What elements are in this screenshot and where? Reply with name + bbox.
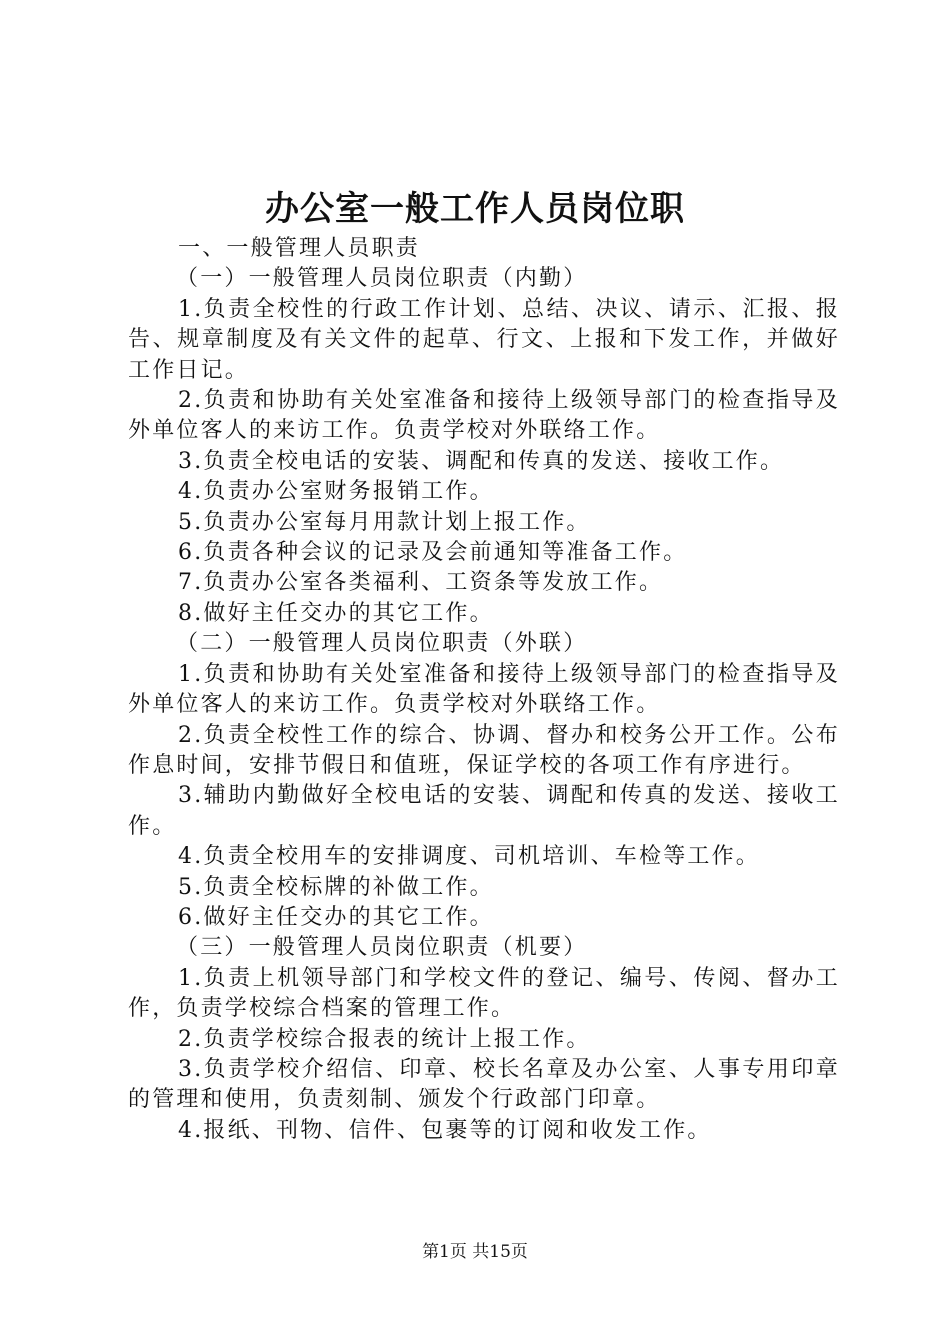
document-title: 办公室一般工作人员岗位职 [265,189,685,229]
duty-item: 3.辅助内勤做好全校电话的安装、调配和传真的发送、接收工作。 [128,783,840,839]
duty-item: 1.负责上机领导部门和学校文件的登记、编号、传阅、督办工作，负责学校综合档案的管理工作。 [128,965,840,1022]
duty-item: 8.做好主任交办的其它工作。 [178,600,494,626]
duty-item: 3.负责全校电话的安装、调配和传真的发送、接收工作。 [178,448,785,474]
section-heading: 一、一般管理人员职责 [178,236,421,261]
document-body [128,234,840,1146]
duty-item: 4.报纸、刊物、信件、包裹等的订阅和收发工作。 [178,1117,712,1143]
duty-item: 1.负责和协助有关处室准备和接待上级领导部门的检查指导及外单位客人的来访工作。负责学校对外联络工作。 [128,661,840,718]
subsection-heading: （三）一般管理人员岗位职责（机要） [176,935,588,961]
duty-item: 2.负责全校性工作的综合、协调、督办和校务公开工作。公布作息时间，安排节假日和值班，保证学校的各项工作有序进行。 [128,722,840,778]
duty-item: 5.负责全校标牌的补做工作。 [178,874,494,900]
subsection-heading: （一）一般管理人员岗位职责（内勤） [176,266,588,292]
duty-item: 3.负责学校介绍信、印章、校长名章及办公室、人事专用印章的管理和使用，负责刻制、颁发个行政部门印章。 [128,1056,840,1113]
duty-item: 4.负责办公室财务报销工作。 [178,479,494,505]
duty-item: 1.负责全校性的行政工作计划、总结、决议、请示、汇报、报告、规章制度及有关文件的起草、行文、上报和下发工作，并做好工作日记。 [128,296,840,383]
page-number-footer: 第1页 共15页 [422,1242,528,1262]
duty-item: 2.负责和协助有关处室准备和接待上级领导部门的检查指导及外单位客人的来访工作。负责学校对外联络工作。 [128,388,840,444]
duty-item: 2.负责学校综合报表的统计上报工作。 [178,1026,591,1052]
duty-item: 6.负责各种会议的记录及会前通知等准备工作。 [178,540,688,566]
duty-item: 5.负责办公室每月用款计划上报工作。 [178,509,591,535]
subsection-heading: （二）一般管理人员岗位职责（外联） [176,631,588,657]
duty-item: 7.负责办公室各类福利、工资条等发放工作。 [178,570,664,596]
duty-item: 6.做好主任交办的其它工作。 [178,904,494,930]
duty-item: 4.负责全校用车的安排调度、司机培训、车检等工作。 [178,844,760,870]
